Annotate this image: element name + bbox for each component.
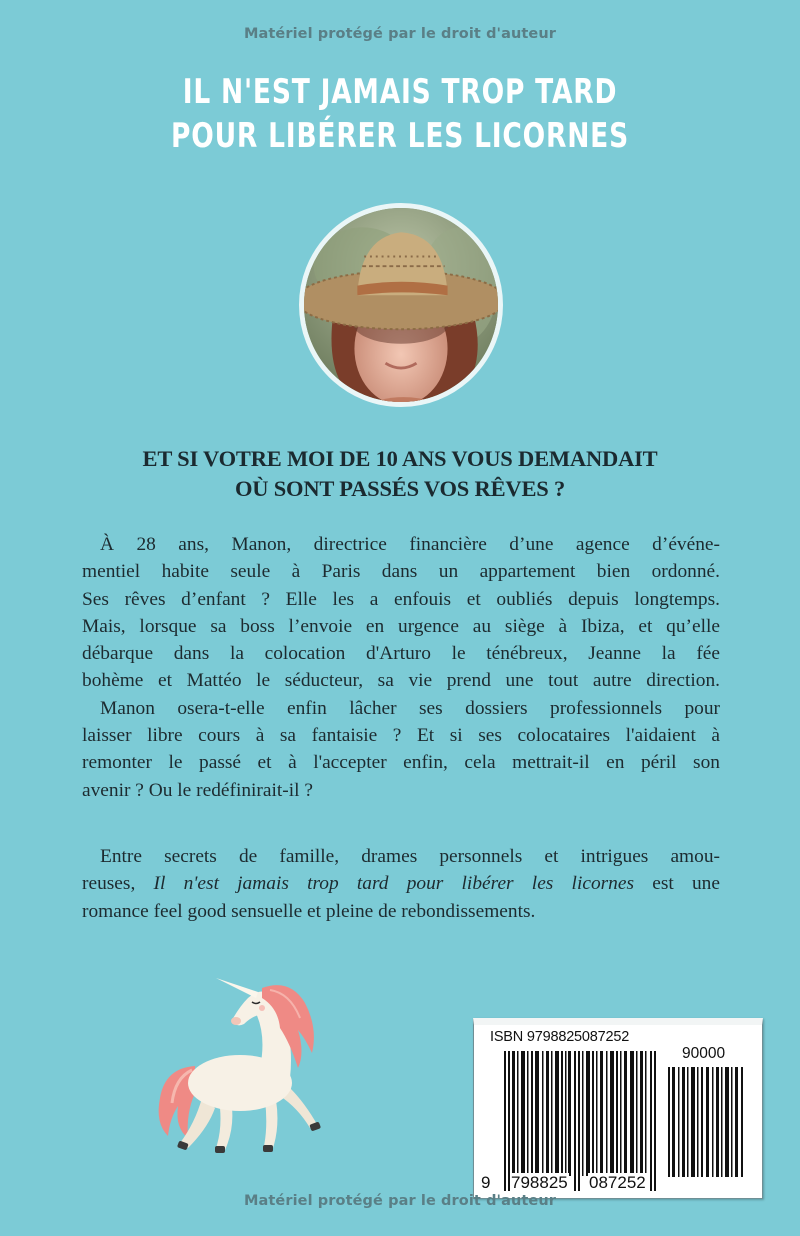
blurb-line: bohème et Mattéo le séducteur, sa vie prend une tout autre direction. (82, 670, 720, 692)
blurb-line: romance feel good sensuelle et pleine de rebondissements. (82, 900, 536, 922)
book-title-line-2: POUR LIBÉRER LES LICORNES (171, 116, 629, 156)
book-title-italic: Il n'est jamais trop tard pour libérer les licornes (153, 873, 635, 895)
blurb-line: avenir ? Ou le redéfinirait-il ? (82, 779, 313, 801)
copyright-watermark-top: Matériel protégé par le droit d'auteur (243, 26, 557, 42)
blurb-text: est une (634, 873, 720, 895)
tagline-line-2: OÙ SONT PASSÉS VOS RÊVES ? (234, 476, 566, 501)
blurb-line: Mais, lorsque sa boss l’envoie en urgence au siège à Ibiza, et qu’elle (82, 615, 720, 637)
barcode-price-code: 90000 (682, 1045, 726, 1062)
author-photo (299, 203, 503, 407)
isbn-barcode (473, 1018, 763, 1199)
blurb-line: Entre secrets de famille, drames personnels et intrigues amou- (100, 846, 720, 867)
barcode-digits-left: 798825 (511, 1173, 568, 1192)
tagline-line-1: ET SI VOTRE MOI DE 10 ANS VOUS DEMANDAIT (142, 446, 658, 471)
barcode-digit-first: 9 (481, 1173, 491, 1192)
author-portrait-image (304, 208, 498, 402)
blurb-paragraph-1 (82, 531, 720, 804)
unicorn-icon (140, 958, 350, 1158)
blurb-line: À 28 ans, Manon, directrice financière d’une agence d’événe- (100, 534, 720, 555)
book-title (88, 70, 712, 158)
blurb-text: reuses, (82, 873, 154, 895)
blurb-line: débarque dans la colocation d'Arturo le ténébreux, Jeanne la fée (82, 643, 720, 665)
copyright-watermark-bottom: Matériel protégé par le droit d'auteur (243, 1193, 557, 1209)
barcode-addon-bars (668, 1067, 746, 1177)
barcode-digits-right: 087252 (589, 1173, 646, 1192)
blurb-paragraph-2 (82, 843, 720, 925)
blurb-line: Ses rêves d’enfant ? Elle les a enfouis et oubliés depuis longtemps. (82, 588, 720, 610)
isbn-label: ISBN 9798825087252 (490, 1029, 630, 1045)
blurb-line: remonter le passé et à l'accepter enfin, cela mettrait-il en péril son (82, 752, 720, 774)
blurb-line: mentiel habite seule à Paris dans un appartement bien ordonné. (82, 561, 720, 583)
tagline (0, 444, 800, 504)
unicorn-illustration (140, 958, 350, 1158)
blurb-line: Manon osera-t-elle enfin lâcher ses dossiers professionnels pour (100, 697, 720, 719)
barcode-main-bars (504, 1051, 656, 1191)
book-title-line-1: IL N'EST JAMAIS TROP TARD (182, 72, 618, 112)
blurb-line: laisser libre cours à sa fantaisie ? Et si ses colocataires l'aidaient à (82, 725, 720, 747)
blurb-line (82, 870, 720, 897)
